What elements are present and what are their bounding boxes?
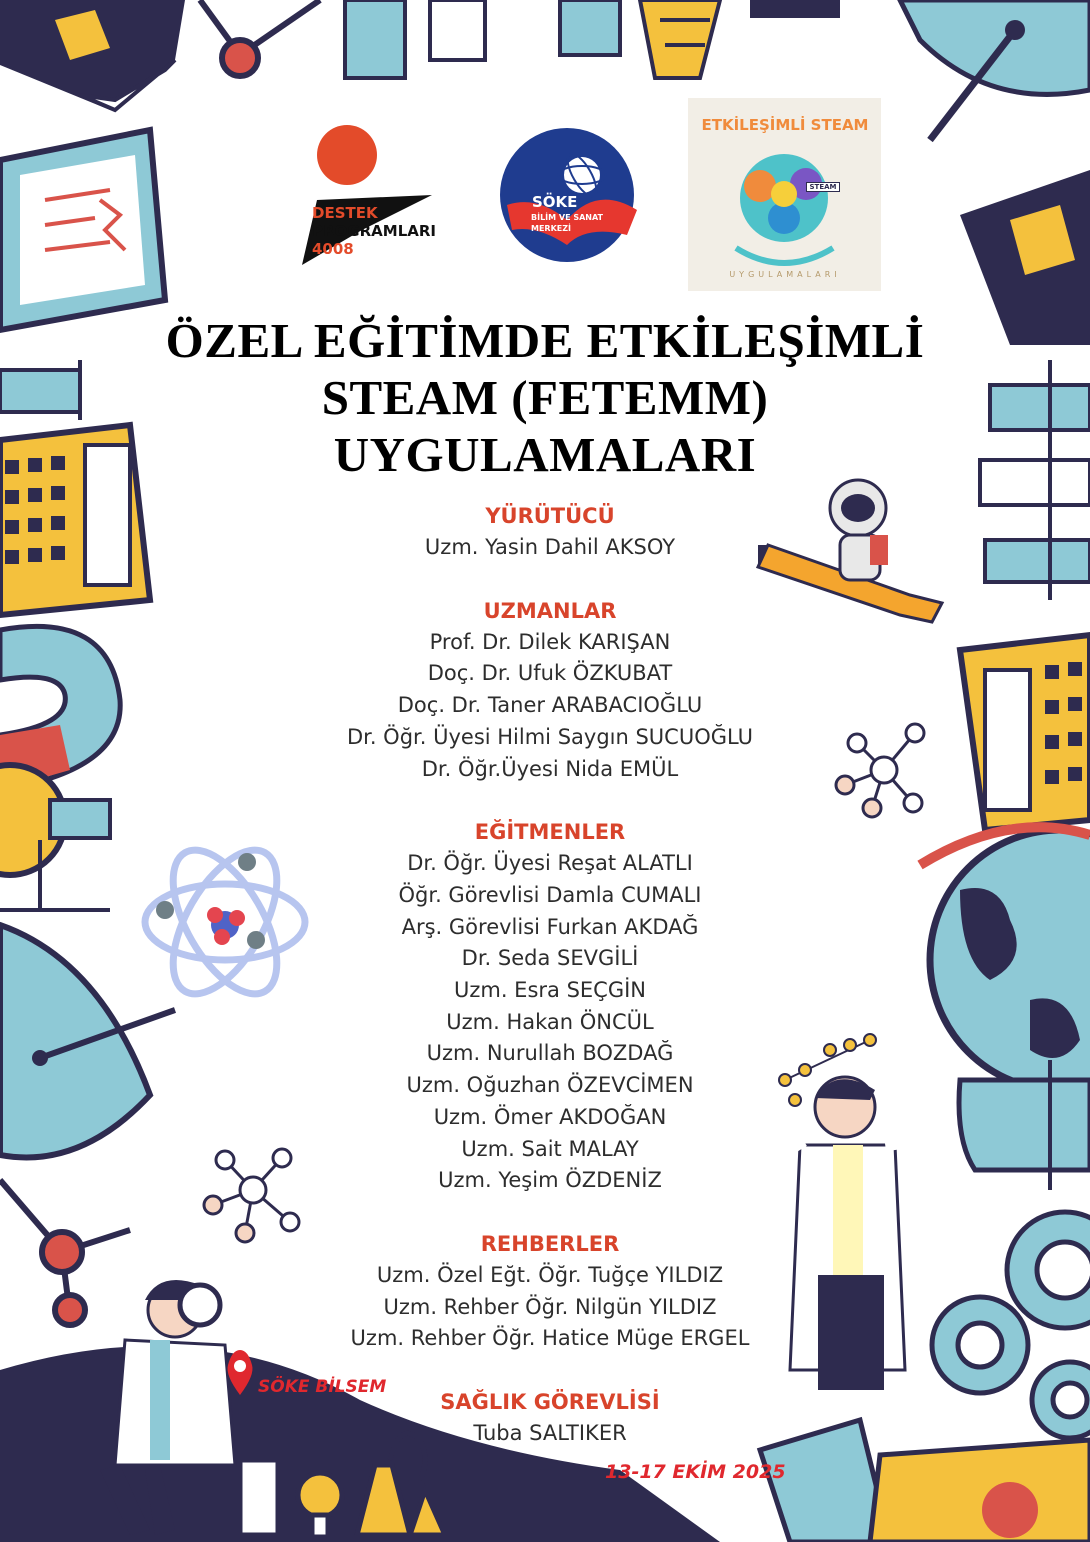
- book-top-left: [0, 0, 185, 110]
- test-tube-right-lower: [959, 1060, 1090, 1190]
- section-heading: YÜRÜTÜCÜ: [485, 504, 615, 528]
- book-right: [960, 170, 1090, 345]
- person-name: Prof. Dr. Dilek KARIŞAN: [429, 629, 671, 654]
- credits-list: [300, 500, 800, 1450]
- title-line-1: ÖZEL EĞİTİMDE ETKİLEŞİMLİ: [165, 313, 925, 368]
- atom-icon: [145, 834, 305, 1011]
- section-heading: EĞİTMENLER: [474, 820, 626, 845]
- globe-right: [920, 827, 1090, 1090]
- section-rehberler: [300, 1228, 800, 1355]
- satellite-dish-left: [0, 925, 175, 1158]
- section-yurutucu: [300, 500, 800, 564]
- person-name: Dr. Öğr.Üyesi Nida EMÜL: [421, 756, 679, 781]
- person-name: Tuba SALTIKER: [473, 1421, 627, 1446]
- test-tubes-top: [345, 0, 840, 78]
- person-name: Uzm. Yasin Dahil AKSOY: [424, 535, 676, 559]
- person-name: Doç. Dr. Ufuk ÖZKUBAT: [427, 661, 673, 686]
- section-heading: REHBERLER: [480, 1231, 620, 1256]
- bilsem-line3: MERKEZİ: [531, 224, 572, 233]
- bilsem-line1: SÖKE: [532, 193, 578, 211]
- date-label: 13-17 EKİM 2025: [605, 1461, 786, 1483]
- person-name: Doç. Dr. Taner ARABACIOĞLU: [397, 693, 703, 718]
- person-name: Uzm. Rehber Öğr. Hatice Müge ERGEL: [350, 1326, 750, 1351]
- person-name: Dr. Seda SEVGİLİ: [461, 946, 639, 971]
- section-heading: UZMANLAR: [483, 598, 617, 623]
- destek-line2: PROGRAMLARI: [312, 222, 436, 240]
- person-name: Uzm. Rehber Öğr. Nilgün YILDIZ: [383, 1294, 717, 1319]
- person-name: Uzm. Hakan ÖNCÜL: [446, 1009, 654, 1034]
- molecule-lower-left: [0, 1180, 130, 1325]
- destek-line1: DESTEK: [312, 204, 378, 222]
- title-line-3: UYGULAMALARI: [333, 427, 757, 482]
- person-name: Dr. Öğr. Üyesi Hilmi Saygın SUCUOĞLU: [346, 724, 754, 749]
- person-name: Arş. Görevlisi Furkan AKDAĞ: [401, 914, 699, 939]
- location-label: SÖKE BİLSEM: [258, 1377, 387, 1397]
- person-name: Uzm. Esra SEÇGİN: [453, 978, 647, 1003]
- steam-badge: STEAM: [806, 182, 840, 192]
- satellite-dish-top-right: [900, 0, 1090, 140]
- soke-bilsem-logo: [497, 125, 637, 265]
- person-name: Uzm. Ömer AKDOĞAN: [433, 1104, 667, 1129]
- steam-sub-text: UYGULAMALARI: [729, 270, 841, 279]
- destek-line3: 4008: [312, 240, 354, 258]
- etkilesimli-steam-logo: [688, 98, 881, 291]
- molecule-top: [200, 0, 320, 76]
- test-tube-left: [0, 360, 80, 420]
- title-line-2: STEAM (FETEMM): [321, 370, 769, 425]
- person-name: Uzm. Yeşim ÖZDENİZ: [438, 1168, 662, 1193]
- laptop-bottom-right: [760, 1420, 1090, 1542]
- test-tubes-right: [980, 360, 1090, 600]
- person-name: Dr. Öğr. Üyesi Reşat ALATLI: [407, 851, 693, 876]
- person-name: Uzm. Nurullah BOZDAĞ: [426, 1041, 674, 1066]
- bilsem-line2: BİLİM VE SANAT: [531, 213, 604, 222]
- destek-programlari-logo: [262, 100, 442, 275]
- flask-left: [0, 765, 110, 910]
- person-name: Öğr. Görevlisi Damla CUMALI: [398, 882, 702, 907]
- laptop-left: [0, 130, 165, 330]
- section-uzmanlar: [300, 595, 800, 786]
- gears-right: [932, 1212, 1090, 1438]
- steam-arc-text: ETKİLEŞİMLİ STEAM: [701, 116, 869, 134]
- person-name: Uzm. Sait MALAY: [461, 1136, 639, 1161]
- calculator-right: [960, 635, 1090, 830]
- person-name: Uzm. Oğuzhan ÖZEVCİMEN: [406, 1073, 694, 1098]
- section-egitmenler: [300, 816, 800, 1197]
- molecule-right: [836, 724, 924, 817]
- person-name: Uzm. Özel Eğt. Öğr. Tuğçe YILDIZ: [376, 1262, 724, 1287]
- poster-title: [120, 312, 970, 483]
- molecule-left: [204, 1149, 299, 1242]
- section-heading: SAĞLIK GÖREVLİSİ: [440, 1390, 660, 1415]
